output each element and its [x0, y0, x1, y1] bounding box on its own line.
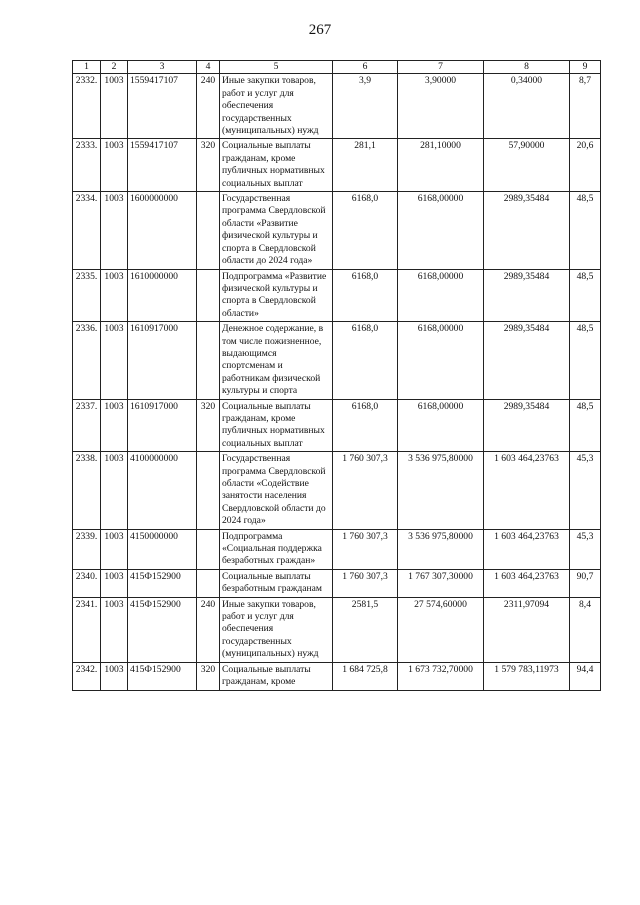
executed-amount: 0,34000 — [484, 74, 570, 139]
row-number: 2338. — [73, 452, 101, 529]
expense-type-code — [197, 269, 220, 322]
expense-type-code: 320 — [197, 662, 220, 690]
table-row — [73, 597, 601, 662]
header-cell: 2 — [101, 61, 128, 74]
header-row — [73, 61, 601, 74]
header-cell: 4 — [197, 61, 220, 74]
executed-amount: 2989,35484 — [484, 269, 570, 322]
target-article-code: 1610000000 — [128, 269, 197, 322]
approved-amount: 281,10000 — [398, 139, 484, 192]
header-cell: 7 — [398, 61, 484, 74]
table-row — [73, 452, 601, 529]
planned-amount: 6168,0 — [333, 399, 398, 452]
executed-amount: 1 603 464,23763 — [484, 569, 570, 597]
section-code: 1003 — [101, 139, 128, 192]
item-name: Иные закупки товаров, работ и услуг для обеспечения государственных (муниципальных) нужд — [220, 597, 333, 662]
row-number: 2337. — [73, 399, 101, 452]
execution-percent: 8,7 — [570, 74, 601, 139]
execution-percent: 45,3 — [570, 529, 601, 569]
expense-type-code — [197, 529, 220, 569]
budget-table — [72, 60, 601, 691]
item-name: Социальные выплаты гражданам, кроме — [220, 662, 333, 690]
expense-type-code — [197, 192, 220, 269]
target-article-code: 1610917000 — [128, 399, 197, 452]
section-code: 1003 — [101, 192, 128, 269]
table-row — [73, 322, 601, 399]
execution-percent: 20,6 — [570, 139, 601, 192]
table-body — [73, 74, 601, 690]
section-code: 1003 — [101, 597, 128, 662]
approved-amount: 3,90000 — [398, 74, 484, 139]
expense-type-code: 240 — [197, 74, 220, 139]
item-name: Социальные выплаты безработным гражданам — [220, 569, 333, 597]
target-article-code: 1559417107 — [128, 139, 197, 192]
item-name: Подпрограмма «Социальная поддержка безработных граждан» — [220, 529, 333, 569]
header-cell: 3 — [128, 61, 197, 74]
item-name: Государственная программа Свердловской области «Развитие физической культуры и спорта в Свердловской области до 2024 года» — [220, 192, 333, 269]
approved-amount: 27 574,60000 — [398, 597, 484, 662]
planned-amount: 1 760 307,3 — [333, 529, 398, 569]
row-number: 2342. — [73, 662, 101, 690]
header-cell: 8 — [484, 61, 570, 74]
expense-type-code — [197, 452, 220, 529]
item-name: Денежное содержание, в том числе пожизненное, выдающимся спортсменам и работникам физической культуры и спорта — [220, 322, 333, 399]
item-name: Иные закупки товаров, работ и услуг для обеспечения государственных (муниципальных) нужд — [220, 74, 333, 139]
execution-percent: 48,5 — [570, 192, 601, 269]
planned-amount: 1 760 307,3 — [333, 569, 398, 597]
row-number: 2339. — [73, 529, 101, 569]
page-number: 267 — [308, 22, 332, 38]
section-code: 1003 — [101, 399, 128, 452]
table-row — [73, 139, 601, 192]
planned-amount: 3,9 — [333, 74, 398, 139]
approved-amount: 3 536 975,80000 — [398, 529, 484, 569]
row-number: 2335. — [73, 269, 101, 322]
approved-amount: 6168,00000 — [398, 192, 484, 269]
approved-amount: 3 536 975,80000 — [398, 452, 484, 529]
table-row — [73, 569, 601, 597]
executed-amount: 2311,97094 — [484, 597, 570, 662]
expense-type-code: 320 — [197, 139, 220, 192]
row-number: 2340. — [73, 569, 101, 597]
header-cell: 1 — [73, 61, 101, 74]
executed-amount: 2989,35484 — [484, 399, 570, 452]
table-row — [73, 192, 601, 269]
approved-amount: 6168,00000 — [398, 322, 484, 399]
row-number: 2334. — [73, 192, 101, 269]
planned-amount: 2581,5 — [333, 597, 398, 662]
target-article-code: 4100000000 — [128, 452, 197, 529]
target-article-code: 1559417107 — [128, 74, 197, 139]
table-row — [73, 269, 601, 322]
item-name: Социальные выплаты гражданам, кроме публичных нормативных социальных выплат — [220, 399, 333, 452]
section-code: 1003 — [101, 322, 128, 399]
item-name: Подпрограмма «Развитие физической культуры и спорта в Свердловской области» — [220, 269, 333, 322]
item-name: Государственная программа Свердловской области «Содействие занятости населения Свердловской области до 2024 года» — [220, 452, 333, 529]
execution-percent: 48,5 — [570, 399, 601, 452]
target-article-code: 4150000000 — [128, 529, 197, 569]
expense-type-code: 320 — [197, 399, 220, 452]
execution-percent: 8,4 — [570, 597, 601, 662]
planned-amount: 6168,0 — [333, 269, 398, 322]
table-row — [73, 529, 601, 569]
execution-percent: 48,5 — [570, 269, 601, 322]
table-row — [73, 399, 601, 452]
approved-amount: 1 767 307,30000 — [398, 569, 484, 597]
execution-percent: 48,5 — [570, 322, 601, 399]
target-article-code: 1610917000 — [128, 322, 197, 399]
planned-amount: 6168,0 — [333, 322, 398, 399]
planned-amount: 1 760 307,3 — [333, 452, 398, 529]
section-code: 1003 — [101, 662, 128, 690]
execution-percent: 94,4 — [570, 662, 601, 690]
row-number: 2336. — [73, 322, 101, 399]
expense-type-code — [197, 569, 220, 597]
executed-amount: 2989,35484 — [484, 192, 570, 269]
section-code: 1003 — [101, 452, 128, 529]
approved-amount: 6168,00000 — [398, 399, 484, 452]
item-name: Социальные выплаты гражданам, кроме публичных нормативных социальных выплат — [220, 139, 333, 192]
target-article-code: 415Ф152900 — [128, 662, 197, 690]
row-number: 2333. — [73, 139, 101, 192]
table-row — [73, 74, 601, 139]
row-number: 2332. — [73, 74, 101, 139]
header-cell: 9 — [570, 61, 601, 74]
executed-amount: 2989,35484 — [484, 322, 570, 399]
executed-amount: 1 603 464,23763 — [484, 529, 570, 569]
execution-percent: 90,7 — [570, 569, 601, 597]
planned-amount: 6168,0 — [333, 192, 398, 269]
section-code: 1003 — [101, 74, 128, 139]
target-article-code: 1600000000 — [128, 192, 197, 269]
row-number: 2341. — [73, 597, 101, 662]
executed-amount: 1 603 464,23763 — [484, 452, 570, 529]
executed-amount: 57,90000 — [484, 139, 570, 192]
planned-amount: 1 684 725,8 — [333, 662, 398, 690]
header-cell: 6 — [333, 61, 398, 74]
target-article-code: 415Ф152900 — [128, 597, 197, 662]
header-cell: 5 — [220, 61, 333, 74]
section-code: 1003 — [101, 569, 128, 597]
execution-percent: 45,3 — [570, 452, 601, 529]
section-code: 1003 — [101, 269, 128, 322]
expense-type-code — [197, 322, 220, 399]
expense-type-code: 240 — [197, 597, 220, 662]
approved-amount: 1 673 732,70000 — [398, 662, 484, 690]
table-row — [73, 662, 601, 690]
section-code: 1003 — [101, 529, 128, 569]
approved-amount: 6168,00000 — [398, 269, 484, 322]
executed-amount: 1 579 783,11973 — [484, 662, 570, 690]
planned-amount: 281,1 — [333, 139, 398, 192]
target-article-code: 415Ф152900 — [128, 569, 197, 597]
